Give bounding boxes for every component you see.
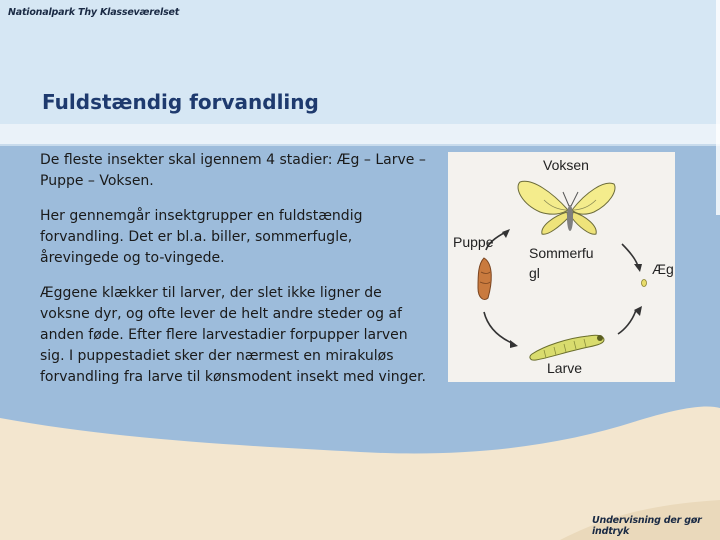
- label-center-line1: Sommerfu: [529, 245, 594, 261]
- label-adult: Voksen: [543, 157, 589, 173]
- egg-image: [642, 280, 647, 287]
- lifecycle-diagram: [448, 152, 675, 382]
- slide-title: Fuldstændig forvandling: [42, 90, 319, 114]
- label-pupa: Puppe: [453, 234, 494, 250]
- label-egg: Æg: [652, 261, 674, 277]
- label-larva: Larve: [547, 360, 583, 376]
- paragraph-insect-groups: Her gennemgår insektgrupper en fuldstændig forvandling. Det er bl.a. biller, sommerfugle, årevingede og to-vingede.: [40, 208, 363, 266]
- label-center: [529, 243, 594, 283]
- larva-image: [530, 335, 604, 360]
- pupa-image: [478, 258, 491, 300]
- label-center-line2: gl: [529, 265, 540, 281]
- paragraph-lifecycle: Æggene klækker til larver, der slet ikke ligner de voksne dyr, og ofte lever de helt andre steder og af anden føde. Efter flere larvestadier forpupper larven sig. I puppestadiet sker der nærmest en mirakuløs forvandling fra larve til kønsmodent insekt med vinger.: [40, 285, 426, 385]
- brand-logo: Nationalpark Thy Klasseværelset: [8, 7, 180, 18]
- paragraph-stages: De fleste insekter skal igennem 4 stadier: Æg – Larve – Puppe – Voksen.: [40, 152, 426, 189]
- butterfly-image: [518, 181, 615, 234]
- slide-body: [40, 150, 432, 402]
- footer-tagline: Undervisning der gør indtryk: [592, 515, 702, 537]
